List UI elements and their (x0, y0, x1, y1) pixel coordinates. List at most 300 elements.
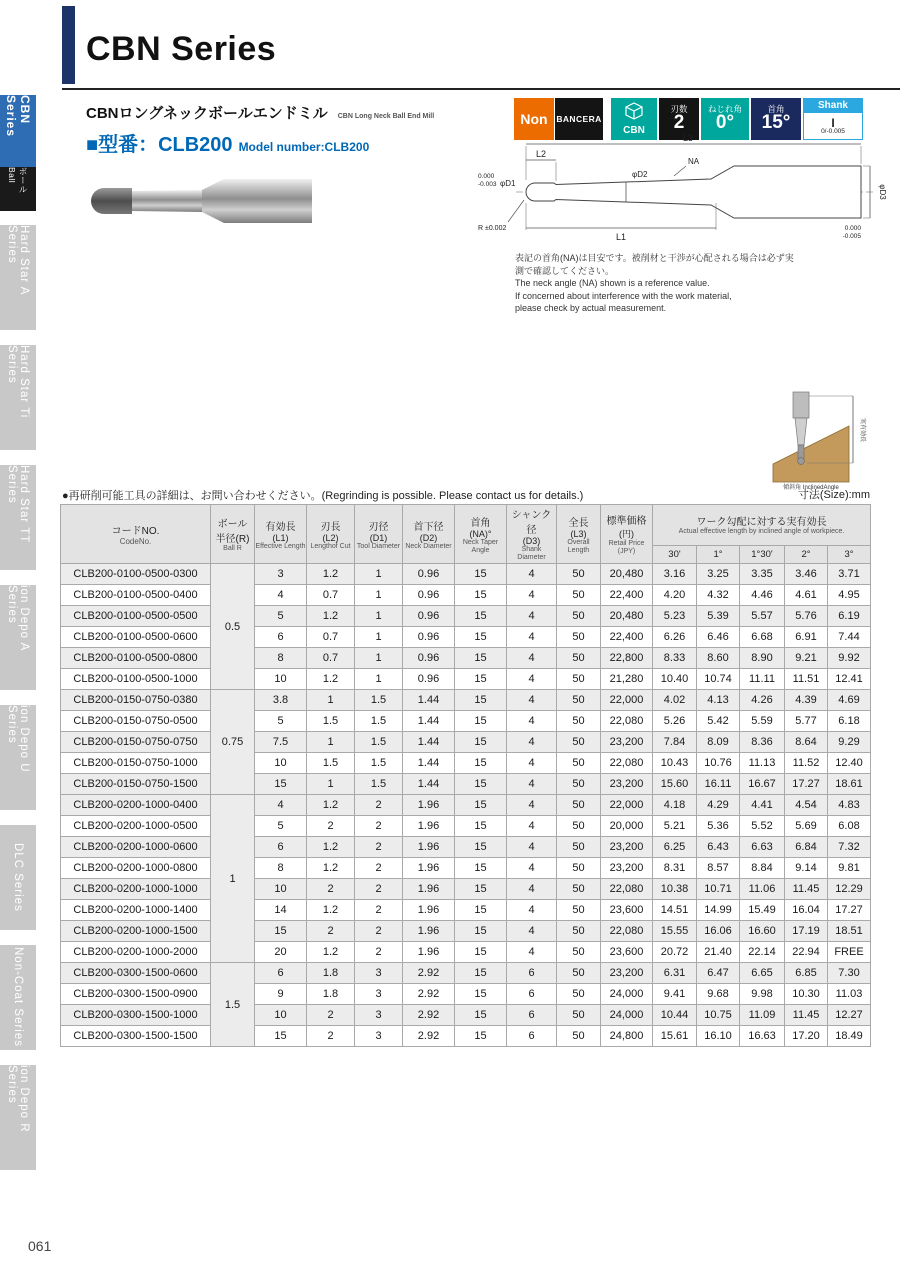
value-cell: 16.06 (697, 921, 740, 942)
value-cell: 1.96 (403, 900, 455, 921)
value-cell: 4 (507, 564, 557, 585)
dim-l3-label: L3 (682, 133, 694, 143)
value-cell: 22,080 (601, 711, 653, 732)
value-cell: 1.5 (307, 711, 355, 732)
value-cell: 8 (255, 648, 307, 669)
dim-r-label: R ±0.002 (478, 225, 507, 232)
value-cell: 4 (507, 921, 557, 942)
value-cell: 22.94 (785, 942, 828, 963)
value-cell: 3.16 (653, 564, 697, 585)
value-cell: 14.51 (653, 900, 697, 921)
size-unit-label: 寸法(Size):mm (797, 489, 870, 501)
value-cell: 50 (557, 690, 601, 711)
value-cell: 3.71 (828, 564, 871, 585)
code-cell: CLB200-0200-1000-0400 (61, 795, 211, 816)
value-cell: 15 (455, 606, 507, 627)
value-cell: 10.71 (697, 879, 740, 900)
value-cell: 1.5 (307, 753, 355, 774)
value-cell: 1.96 (403, 837, 455, 858)
value-cell: 2 (307, 921, 355, 942)
value-cell: 15.60 (653, 774, 697, 795)
table-row (61, 690, 871, 711)
value-cell: 12.40 (828, 753, 871, 774)
cube-icon (624, 102, 644, 125)
value-cell: 23,200 (601, 774, 653, 795)
header-angle-30min: 30' (653, 545, 697, 563)
page-title: CBN Series (86, 30, 277, 68)
value-cell: 1.5 (355, 732, 403, 753)
value-cell: 1.44 (403, 732, 455, 753)
value-cell: 1.2 (307, 564, 355, 585)
value-cell: 1.5 (355, 690, 403, 711)
value-cell: 4 (507, 753, 557, 774)
value-cell: 22,080 (601, 921, 653, 942)
value-cell: 16.60 (740, 921, 785, 942)
value-cell: 4 (507, 711, 557, 732)
value-cell: 10 (255, 753, 307, 774)
page-number: 061 (28, 1238, 52, 1254)
value-cell: 12.29 (828, 879, 871, 900)
value-cell: 9.81 (828, 858, 871, 879)
value-cell: 0.96 (403, 585, 455, 606)
value-cell: 50 (557, 732, 601, 753)
value-cell: 3.35 (740, 564, 785, 585)
value-cell: 5.36 (697, 816, 740, 837)
value-cell: 6.31 (653, 963, 697, 984)
value-cell: 6.26 (653, 627, 697, 648)
value-cell: 5.42 (697, 711, 740, 732)
value-cell: 4.26 (740, 690, 785, 711)
value-cell: 22.14 (740, 942, 785, 963)
header-angle-2deg: 2° (785, 545, 828, 563)
header-retail-price: 標準価格 (円) Retail Price (JPY) (601, 505, 653, 564)
sidebar-item-hard-star-ti[interactable]: Hard Star Ti Series (0, 345, 36, 450)
value-cell: 50 (557, 585, 601, 606)
code-cell: CLB200-0150-0750-0500 (61, 711, 211, 732)
header-angle-1deg: 1° (697, 545, 740, 563)
value-cell: 4.41 (740, 795, 785, 816)
regrind-note: ●再研削可能工具の詳細は、お問い合わせください。(Regrinding is possible. Please contact us for details.) (62, 490, 584, 502)
value-cell: 22,400 (601, 627, 653, 648)
value-cell: 8 (255, 858, 307, 879)
value-cell: 1.96 (403, 858, 455, 879)
dim-na-label: NA (688, 157, 700, 166)
model-number-en: Model number:CLB200 (238, 140, 370, 154)
value-cell: 3 (355, 1005, 403, 1026)
value-cell: 6 (255, 627, 307, 648)
value-cell: 4.13 (697, 690, 740, 711)
value-cell: 4 (507, 774, 557, 795)
value-cell: 4 (507, 690, 557, 711)
code-cell: CLB200-0200-1000-1000 (61, 879, 211, 900)
value-cell: 15 (455, 942, 507, 963)
product-title-jp: CBNロングネックボールエンドミル (86, 105, 328, 122)
value-cell: 15 (455, 564, 507, 585)
table-row (61, 564, 871, 585)
value-cell: 5.39 (697, 606, 740, 627)
table-row (61, 984, 871, 1005)
value-cell: 6.19 (828, 606, 871, 627)
table-row (61, 1005, 871, 1026)
value-cell: 2 (355, 879, 403, 900)
value-cell: 50 (557, 984, 601, 1005)
value-cell: 1 (355, 606, 403, 627)
value-cell: 7.30 (828, 963, 871, 984)
sidebar-item-hard-star-tt[interactable]: Hard Star TT Series (0, 465, 36, 570)
sidebar-item-non-coat[interactable]: Non-Coat Series (0, 945, 36, 1050)
value-cell: 1.8 (307, 963, 355, 984)
value-cell: 22,000 (601, 690, 653, 711)
header-neck-taper-angle: 首角 (NA)° Neck Taper Angle (455, 505, 507, 564)
value-cell: 1 (355, 669, 403, 690)
value-cell: 15 (255, 921, 307, 942)
value-cell: 23,600 (601, 942, 653, 963)
value-cell: 1.2 (307, 669, 355, 690)
dim-l2-label: L2 (535, 149, 547, 159)
code-cell: CLB200-0100-0500-0600 (61, 627, 211, 648)
sidebar-item-ion-depo-u[interactable]: ion Depo U Series (0, 705, 36, 810)
code-cell: CLB200-0200-1000-0500 (61, 816, 211, 837)
value-cell: 10.74 (697, 669, 740, 690)
value-cell: 15.49 (740, 900, 785, 921)
value-cell: 1.96 (403, 795, 455, 816)
table-row (61, 732, 871, 753)
value-cell: 4.29 (697, 795, 740, 816)
value-cell: 2 (355, 942, 403, 963)
value-cell: 6.25 (653, 837, 697, 858)
code-cell: CLB200-0100-0500-0400 (61, 585, 211, 606)
value-cell: 50 (557, 564, 601, 585)
value-cell: 15 (455, 774, 507, 795)
value-cell: 24,800 (601, 1026, 653, 1047)
value-cell: 2 (355, 795, 403, 816)
value-cell: 6.63 (740, 837, 785, 858)
value-cell: 2.92 (403, 1005, 455, 1026)
value-cell: 3.46 (785, 564, 828, 585)
value-cell: 1.2 (307, 795, 355, 816)
value-cell: 1 (307, 732, 355, 753)
value-cell: 15 (255, 774, 307, 795)
table-row (61, 963, 871, 984)
value-cell: 4.83 (828, 795, 871, 816)
value-cell: 1.8 (307, 984, 355, 1005)
value-cell: 22,400 (601, 585, 653, 606)
value-cell: 20.72 (653, 942, 697, 963)
value-cell: 10 (255, 1005, 307, 1026)
spec-table (60, 504, 871, 1047)
value-cell: 6.08 (828, 816, 871, 837)
table-row (61, 774, 871, 795)
value-cell: 1.2 (307, 858, 355, 879)
value-cell: 9.41 (653, 984, 697, 1005)
value-cell: 8.36 (740, 732, 785, 753)
value-cell: 23,200 (601, 858, 653, 879)
code-cell: CLB200-0300-1500-0900 (61, 984, 211, 1005)
value-cell: 50 (557, 606, 601, 627)
table-row (61, 921, 871, 942)
code-cell: CLB200-0100-0500-1000 (61, 669, 211, 690)
value-cell: 15 (455, 900, 507, 921)
value-cell: 1.44 (403, 711, 455, 732)
value-cell: 20,480 (601, 564, 653, 585)
value-cell: 1 (355, 648, 403, 669)
value-cell: 50 (557, 774, 601, 795)
value-cell: 0.96 (403, 669, 455, 690)
value-cell: 17.27 (785, 774, 828, 795)
value-cell: 3 (355, 984, 403, 1005)
value-cell: 4 (507, 627, 557, 648)
value-cell: 7.44 (828, 627, 871, 648)
value-cell: 18.51 (828, 921, 871, 942)
value-cell: 9.68 (697, 984, 740, 1005)
value-cell: 8.57 (697, 858, 740, 879)
value-cell: 6 (507, 984, 557, 1005)
dim-d3-label: φD3 (878, 184, 887, 200)
table-row (61, 606, 871, 627)
value-cell: 4.32 (697, 585, 740, 606)
value-cell: 50 (557, 1005, 601, 1026)
header-length-of-cut: 刃長 (L2) Lengthof Cut (307, 505, 355, 564)
value-cell: 7.32 (828, 837, 871, 858)
value-cell: 23,200 (601, 837, 653, 858)
value-cell: 9.21 (785, 648, 828, 669)
value-cell: 5.23 (653, 606, 697, 627)
code-cell: CLB200-0200-1000-2000 (61, 942, 211, 963)
header-incline-group: ワーク勾配に対する実有効長 Actual effective length by inclined angle of workpiece. (653, 505, 871, 546)
value-cell: 1.44 (403, 753, 455, 774)
dim-d2-label: φD2 (632, 170, 648, 179)
value-cell: 17.19 (785, 921, 828, 942)
value-cell: 4.69 (828, 690, 871, 711)
value-cell: 23,200 (601, 732, 653, 753)
value-cell: 4 (507, 648, 557, 669)
value-cell: 15 (455, 963, 507, 984)
value-cell: 8.64 (785, 732, 828, 753)
value-cell: 9.14 (785, 858, 828, 879)
helix-label: ねじれ角 (707, 103, 742, 114)
value-cell: 15 (455, 984, 507, 1005)
value-cell: 1.2 (307, 942, 355, 963)
value-cell: 4.54 (785, 795, 828, 816)
value-cell: 4 (507, 858, 557, 879)
value-cell: 8.09 (697, 732, 740, 753)
ball-r-cell: 1 (211, 795, 255, 963)
dim-d1-label: φD1 (500, 179, 516, 188)
value-cell: 6.85 (785, 963, 828, 984)
value-cell: 4 (507, 585, 557, 606)
value-cell: 6.47 (697, 963, 740, 984)
value-cell: 15 (455, 732, 507, 753)
shank-icon: I (831, 115, 835, 130)
value-cell: 4 (507, 879, 557, 900)
value-cell: 7.5 (255, 732, 307, 753)
value-cell: 18.49 (828, 1026, 871, 1047)
header-ball-r: ボール 半径(R) Ball R (211, 505, 255, 564)
value-cell: 50 (557, 795, 601, 816)
value-cell: 10.43 (653, 753, 697, 774)
value-cell: 1.2 (307, 606, 355, 627)
sidebar-item-ion-depo-r[interactable]: ion Depo R Series (0, 1065, 36, 1170)
title-rule (62, 88, 900, 90)
value-cell: FREE (828, 942, 871, 963)
value-cell: 4 (507, 795, 557, 816)
value-cell: 50 (557, 942, 601, 963)
header-tool-diameter: 刃径 (D1) Tool Diameter (355, 505, 403, 564)
sidebar-item-dlc[interactable]: DLC Series (0, 825, 36, 930)
value-cell: 8.84 (740, 858, 785, 879)
table-row (61, 858, 871, 879)
header-angle-3deg: 3° (828, 545, 871, 563)
value-cell: 5 (255, 816, 307, 837)
cbn-badge-label: CBN (623, 124, 645, 136)
value-cell: 2 (355, 858, 403, 879)
value-cell: 22,800 (601, 648, 653, 669)
value-cell: 2 (307, 879, 355, 900)
value-cell: 0.96 (403, 648, 455, 669)
value-cell: 16.67 (740, 774, 785, 795)
value-cell: 1.5 (355, 753, 403, 774)
value-cell: 14 (255, 900, 307, 921)
product-title-en: CBN Long Neck Ball End Mill (337, 113, 435, 120)
neck-angle-note (515, 252, 795, 315)
value-cell: 3.8 (255, 690, 307, 711)
value-cell: 10.30 (785, 984, 828, 1005)
value-cell: 4 (507, 816, 557, 837)
value-cell: 5.21 (653, 816, 697, 837)
bancera-badge-label: BANCERA (556, 113, 602, 124)
value-cell: 1.96 (403, 942, 455, 963)
ball-r-cell: 0.5 (211, 564, 255, 690)
value-cell: 8.33 (653, 648, 697, 669)
value-cell: 5.57 (740, 606, 785, 627)
value-cell: 15 (455, 816, 507, 837)
dim-d1-tol-bottom: -0.003 (478, 181, 497, 188)
value-cell: 1 (307, 774, 355, 795)
value-cell: 0.96 (403, 606, 455, 627)
value-cell: 20,480 (601, 606, 653, 627)
value-cell: 18.61 (828, 774, 871, 795)
value-cell: 50 (557, 627, 601, 648)
value-cell: 6.84 (785, 837, 828, 858)
value-cell: 10 (255, 879, 307, 900)
table-row (61, 753, 871, 774)
code-cell: CLB200-0150-0750-1500 (61, 774, 211, 795)
value-cell: 9.29 (828, 732, 871, 753)
neck-value: 15° (761, 112, 791, 134)
value-cell: 50 (557, 711, 601, 732)
sidebar-item-cbn-ball-sub[interactable]: ボール Ball (0, 167, 36, 211)
sidebar-item-hard-star-a[interactable]: Hard Star A Series (0, 225, 36, 330)
ball-r-cell: 0.75 (211, 690, 255, 795)
value-cell: 15 (455, 879, 507, 900)
value-cell: 50 (557, 921, 601, 942)
value-cell: 50 (557, 837, 601, 858)
value-cell: 50 (557, 858, 601, 879)
code-cell: CLB200-0300-1500-0600 (61, 963, 211, 984)
value-cell: 50 (557, 648, 601, 669)
table-row (61, 1026, 871, 1047)
value-cell: 6 (507, 1005, 557, 1026)
value-cell: 4.18 (653, 795, 697, 816)
table-row (61, 795, 871, 816)
value-cell: 24,000 (601, 984, 653, 1005)
header-code: コードNO. CodeNo. (61, 505, 211, 564)
value-cell: 15.55 (653, 921, 697, 942)
value-cell: 2.92 (403, 963, 455, 984)
value-cell: 15 (455, 921, 507, 942)
value-cell: 1.96 (403, 879, 455, 900)
value-cell: 6 (255, 963, 307, 984)
value-cell: 20 (255, 942, 307, 963)
value-cell: 50 (557, 963, 601, 984)
shank-tolerance: 0/-0.005 (821, 127, 845, 135)
value-cell: 9 (255, 984, 307, 1005)
non-badge-label: Non (520, 110, 548, 127)
value-cell: 5 (255, 606, 307, 627)
value-cell: 21,280 (601, 669, 653, 690)
value-cell: 15 (455, 753, 507, 774)
value-cell: 10.75 (697, 1005, 740, 1026)
value-cell: 15 (455, 858, 507, 879)
value-cell: 24,000 (601, 1005, 653, 1026)
value-cell: 1.96 (403, 816, 455, 837)
sidebar-item-ion-depo-a[interactable]: ion Depo A Series (0, 585, 36, 690)
value-cell: 4 (507, 732, 557, 753)
value-cell: 4.61 (785, 585, 828, 606)
value-cell: 1 (355, 564, 403, 585)
value-cell: 1 (307, 690, 355, 711)
dim-d1-tol-top: 0.000 (478, 173, 495, 180)
value-cell: 1 (355, 627, 403, 648)
value-cell: 11.45 (785, 879, 828, 900)
value-cell: 5.76 (785, 606, 828, 627)
sidebar-item-cbn-series[interactable]: CBN Series (0, 95, 36, 167)
header-angle-1deg30: 1°30' (740, 545, 785, 563)
helix-value: 0° (715, 112, 735, 134)
value-cell: 11.03 (828, 984, 871, 1005)
code-cell: CLB200-0100-0500-0300 (61, 564, 211, 585)
value-cell: 15 (455, 648, 507, 669)
value-cell: 4 (507, 606, 557, 627)
dim-l1-label: L1 (615, 232, 627, 242)
value-cell: 15 (455, 1005, 507, 1026)
value-cell: 4.39 (785, 690, 828, 711)
value-cell: 15 (455, 795, 507, 816)
neck-angle-note-jp: 表記の首角(NA)は目安です。被削材と干渉が心配される場合は必ず実測で確認してください。 (515, 253, 794, 276)
value-cell: 6.18 (828, 711, 871, 732)
value-cell: 16.04 (785, 900, 828, 921)
value-cell: 4 (507, 669, 557, 690)
value-cell: 22,080 (601, 879, 653, 900)
value-cell: 2 (355, 816, 403, 837)
value-cell: 0.7 (307, 648, 355, 669)
value-cell: 10.40 (653, 669, 697, 690)
value-cell: 1.5 (355, 711, 403, 732)
incline-angle-diagram (765, 390, 870, 495)
incline-side-label: 実有効長 (859, 417, 865, 443)
value-cell: 1.2 (307, 900, 355, 921)
value-cell: 1.5 (355, 774, 403, 795)
code-cell: CLB200-0100-0500-0500 (61, 606, 211, 627)
value-cell: 16.11 (697, 774, 740, 795)
code-cell: CLB200-0200-1000-1500 (61, 921, 211, 942)
header-overall-length: 全長 (L3) Overall Length (557, 505, 601, 564)
header-effective-length: 有効長 (L1) Effective Length (255, 505, 307, 564)
value-cell: 50 (557, 753, 601, 774)
shank-label: Shank (804, 99, 862, 113)
neck-angle-note-en1: The neck angle (NA) shown is a reference value. (515, 278, 710, 289)
table-row (61, 585, 871, 606)
